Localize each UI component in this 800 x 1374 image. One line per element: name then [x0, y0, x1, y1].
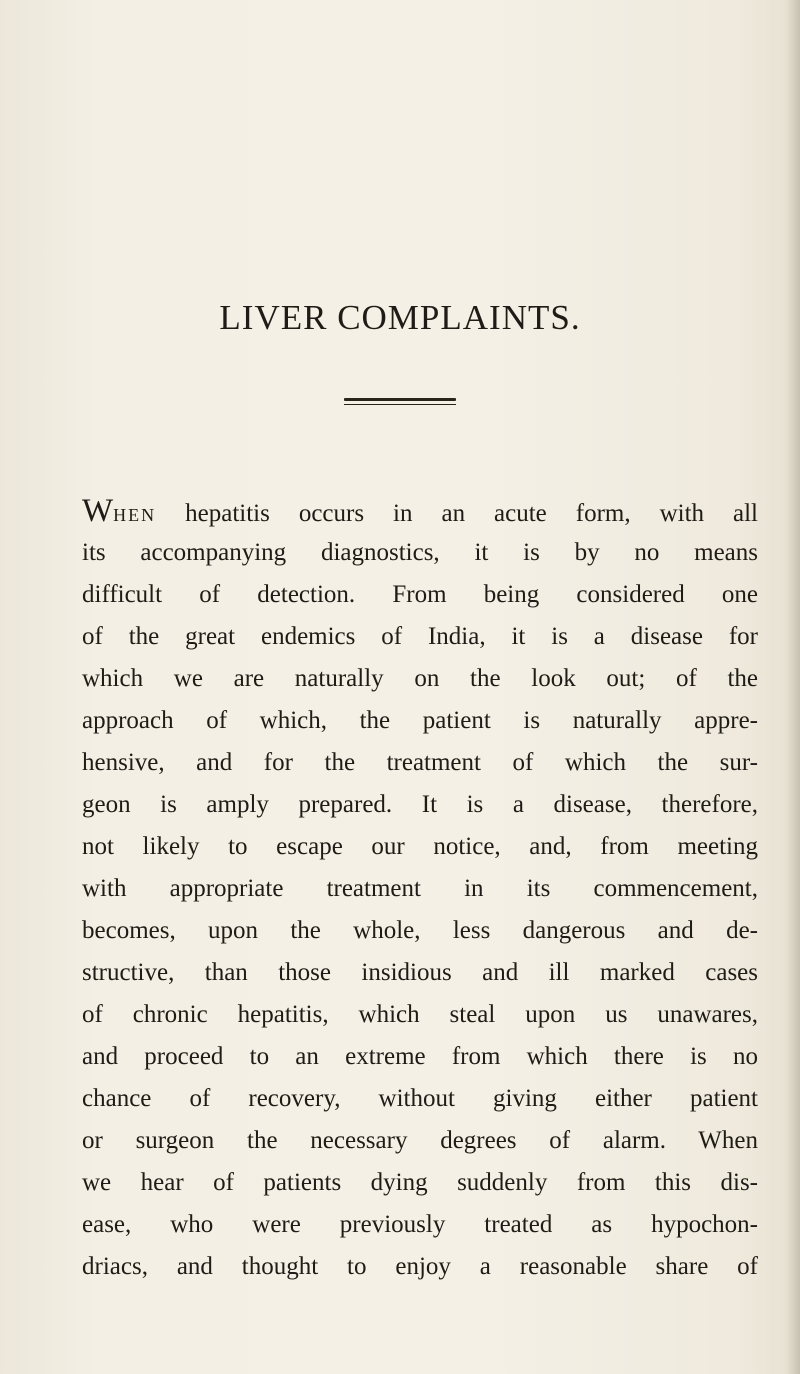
- text-line-7: hensive, and for the treatment of which the sur-: [82, 749, 758, 776]
- text-line-5: which we are naturally on the look out; of the: [82, 665, 758, 692]
- text-line-3: difficult of detection. From being considered one: [82, 581, 758, 608]
- text-line-2: its accompanying diagnostics, it is by no means: [82, 539, 758, 566]
- text-line-1: [82, 490, 758, 532]
- text-line-15: chance of recovery, without giving either patient: [82, 1085, 758, 1112]
- small-caps-word: HEN: [113, 505, 157, 525]
- text-line-17: we hear of patients dying suddenly from this dis-: [82, 1169, 758, 1196]
- text-line-8: geon is amply prepared. It is a disease, therefore,: [82, 791, 758, 818]
- text-line-9: not likely to escape our notice, and, from meeting: [82, 833, 758, 860]
- rule-thick-line: [344, 398, 456, 401]
- text-line-18: ease, who were previously treated as hypochon-: [82, 1211, 758, 1238]
- body-paragraph: [82, 490, 758, 1288]
- text-line-10: with appropriate treatment in its commencement,: [82, 875, 758, 902]
- page-edge-shadow: [786, 0, 800, 1374]
- text-line-1-rest: hepatitis occurs in an acute form, with all: [156, 500, 758, 527]
- text-line-19: driacs, and thought to enjoy a reasonable share of: [82, 1253, 758, 1280]
- drop-cap-initial: W: [82, 493, 114, 529]
- chapter-heading: LIVER COMPLAINTS.: [219, 298, 581, 337]
- text-line-12: structive, than those insidious and ill marked cases: [82, 959, 758, 986]
- text-line-4: of the great endemics of India, it is a disease for: [82, 623, 758, 650]
- text-line-6: approach of which, the patient is naturally appre-: [82, 707, 758, 734]
- text-line-14: and proceed to an extreme from which there is no: [82, 1043, 758, 1070]
- text-line-16: or surgeon the necessary degrees of alarm. When: [82, 1127, 758, 1154]
- rule-thin-line: [344, 404, 456, 405]
- text-line-13: of chronic hepatitis, which steal upon us unawares,: [82, 1001, 758, 1028]
- text-line-11: becomes, upon the whole, less dangerous and de-: [82, 917, 758, 944]
